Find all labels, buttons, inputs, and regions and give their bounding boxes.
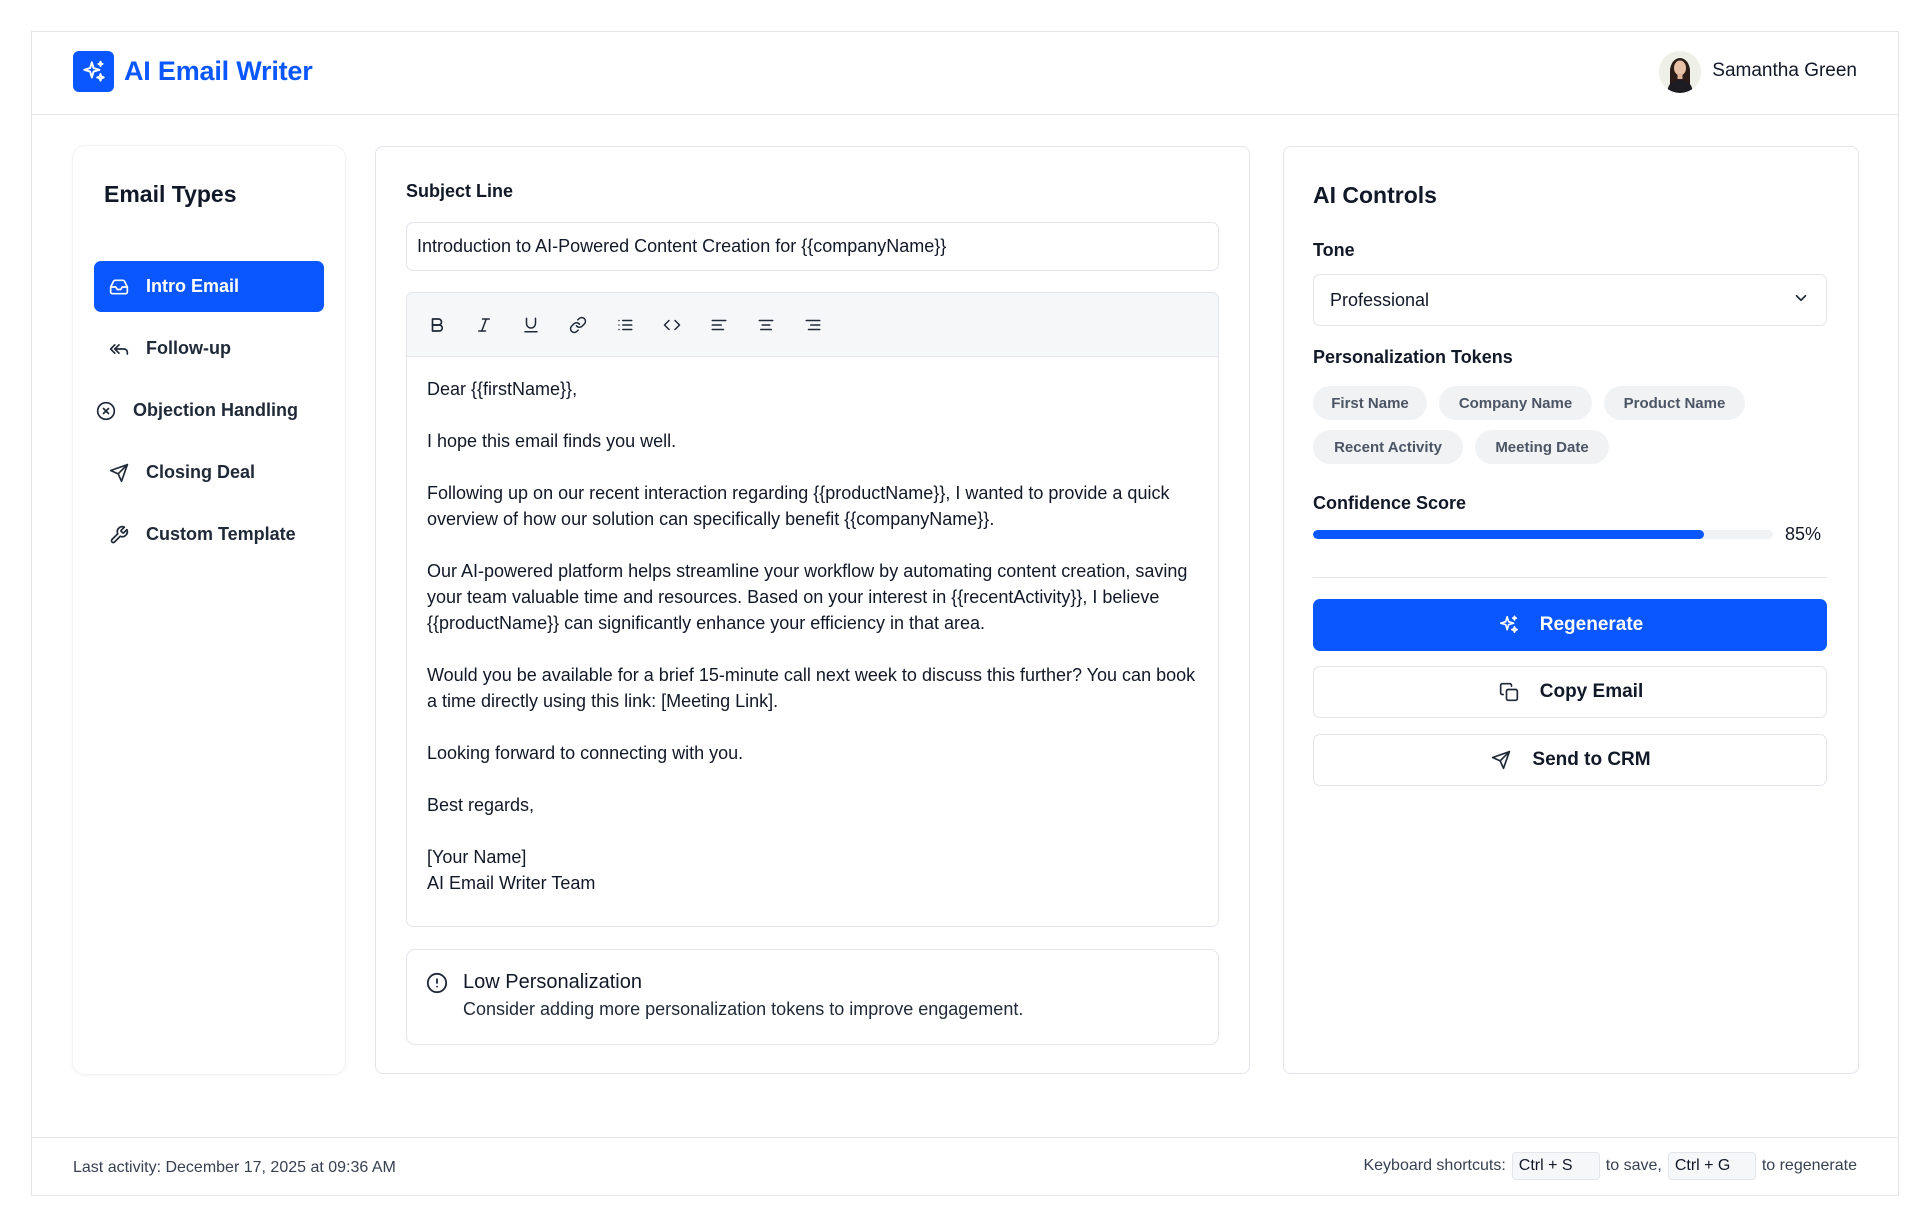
- send-icon: [107, 461, 131, 485]
- send-icon: [1489, 748, 1513, 772]
- sidebar-item-label: Objection Handling: [133, 400, 298, 420]
- token-chip[interactable]: Meeting Date: [1475, 430, 1609, 464]
- bold-icon[interactable]: [420, 308, 454, 342]
- chevron-down-icon: [1792, 289, 1810, 312]
- sparkles-icon: [73, 51, 114, 92]
- align-left-icon[interactable]: [702, 308, 736, 342]
- personalization-alert: [406, 949, 1219, 1045]
- wrench-icon: [107, 523, 131, 547]
- save-shortcut-text: to save,: [1605, 1157, 1662, 1174]
- confidence-value: 85%: [1785, 524, 1822, 544]
- list-icon[interactable]: [608, 308, 642, 342]
- alert-title: Low Personalization: [463, 971, 642, 993]
- regenerate-shortcut-key: Ctrl + G: [1668, 1152, 1756, 1180]
- shortcuts-prefix: Keyboard shortcuts:: [1363, 1157, 1506, 1174]
- sidebar-item-label: Closing Deal: [146, 462, 256, 482]
- tone-select[interactable]: [1313, 274, 1827, 326]
- italic-icon[interactable]: [467, 308, 501, 342]
- copy-email-button[interactable]: [1313, 666, 1827, 718]
- sidebar-item-custom-template[interactable]: [94, 509, 324, 560]
- align-right-icon[interactable]: [796, 308, 830, 342]
- save-shortcut-key: Ctrl + S: [1512, 1152, 1600, 1180]
- status-footer: [32, 1137, 1898, 1197]
- subject-label: Subject Line: [406, 181, 514, 201]
- keyboard-shortcuts: [1363, 1152, 1857, 1180]
- underline-icon[interactable]: [514, 308, 548, 342]
- divider: [1313, 577, 1827, 578]
- copy-icon: [1497, 680, 1521, 704]
- subject-input[interactable]: [406, 222, 1219, 271]
- email-body-editor[interactable]: [406, 357, 1219, 927]
- email-signature-team: AI Email Writer Team: [427, 873, 596, 893]
- email-greeting: Dear {{firstName}},: [427, 379, 578, 399]
- email-paragraph: Our AI-powered platform helps streamline your workflow by automating content creation, saving your team valuable time and resources. Based on your interest in {{recentActivity}}, I believe {{productName}} can significantly enhance your efficiency in that area.: [427, 561, 1188, 633]
- inbox-icon: [107, 275, 131, 299]
- avatar[interactable]: [1659, 51, 1701, 93]
- tokens-label: Personalization Tokens: [1313, 347, 1513, 367]
- align-center-icon[interactable]: [749, 308, 783, 342]
- code-icon[interactable]: [655, 308, 689, 342]
- sidebar-title: Email Types: [104, 181, 237, 207]
- alert-circle-icon: [426, 972, 448, 994]
- user-name[interactable]: Samantha Green: [1712, 60, 1857, 81]
- email-paragraph: Looking forward to connecting with you.: [427, 743, 744, 763]
- token-chip[interactable]: Product Name: [1604, 386, 1745, 420]
- alert-text: Consider adding more personalization tokens to improve engagement.: [463, 999, 1024, 1019]
- token-chip[interactable]: Company Name: [1439, 386, 1592, 420]
- link-icon[interactable]: [561, 308, 595, 342]
- regenerate-shortcut-text: to regenerate: [1761, 1157, 1857, 1174]
- controls-title: AI Controls: [1313, 182, 1437, 208]
- sidebar-item-closing-deal[interactable]: [94, 447, 324, 498]
- top-header: [32, 32, 1898, 115]
- last-activity: Last activity: December 17, 2025 at 09:36 AM: [73, 1159, 396, 1176]
- sidebar-item-intro-email[interactable]: [94, 261, 324, 312]
- sparkles-icon: [1497, 613, 1521, 637]
- email-signature-name: [Your Name]: [427, 847, 527, 867]
- reply-all-icon: [107, 337, 131, 361]
- x-circle-icon: [94, 399, 118, 423]
- sidebar-item-label: Follow-up: [146, 338, 231, 358]
- sidebar-item-objection-handling[interactable]: [94, 385, 324, 436]
- sidebar-item-follow-up[interactable]: [94, 323, 324, 374]
- email-types-sidebar: [73, 146, 345, 1074]
- confidence-label: Confidence Score: [1313, 493, 1467, 513]
- confidence-bar-fill: [1313, 530, 1704, 539]
- regenerate-button[interactable]: [1313, 599, 1827, 651]
- app-window: [31, 31, 1899, 1196]
- email-signoff: Best regards,: [427, 795, 535, 815]
- formatting-toolbar: [406, 292, 1219, 357]
- send-to-crm-button[interactable]: [1313, 734, 1827, 786]
- regenerate-label: Regenerate: [1539, 614, 1644, 635]
- send-to-crm-label: Send to CRM: [1532, 749, 1651, 770]
- tone-label: Tone: [1313, 240, 1355, 260]
- token-chip[interactable]: First Name: [1313, 386, 1427, 420]
- email-paragraph: Would you be available for a brief 15-minute call next week to discuss this further? You can book a time directly using this link: [Meeting Link].: [427, 665, 1196, 711]
- confidence-bar: [1313, 530, 1773, 539]
- sidebar-item-label: Custom Template: [146, 524, 296, 544]
- tone-value: Professional: [1330, 289, 1430, 310]
- email-paragraph: I hope this email finds you well.: [427, 431, 677, 451]
- app-title: AI Email Writer: [124, 56, 313, 86]
- sidebar-item-label: Intro Email: [146, 276, 240, 296]
- token-chip[interactable]: Recent Activity: [1313, 430, 1463, 464]
- email-paragraph: Following up on our recent interaction regarding {{productName}}, I wanted to provide a quick overview of how our solution can specifically benefit {{companyName}}.: [427, 483, 1170, 529]
- copy-email-label: Copy Email: [1539, 681, 1644, 702]
- ai-controls-panel: [1283, 146, 1859, 1074]
- email-editor-panel: [375, 146, 1250, 1074]
